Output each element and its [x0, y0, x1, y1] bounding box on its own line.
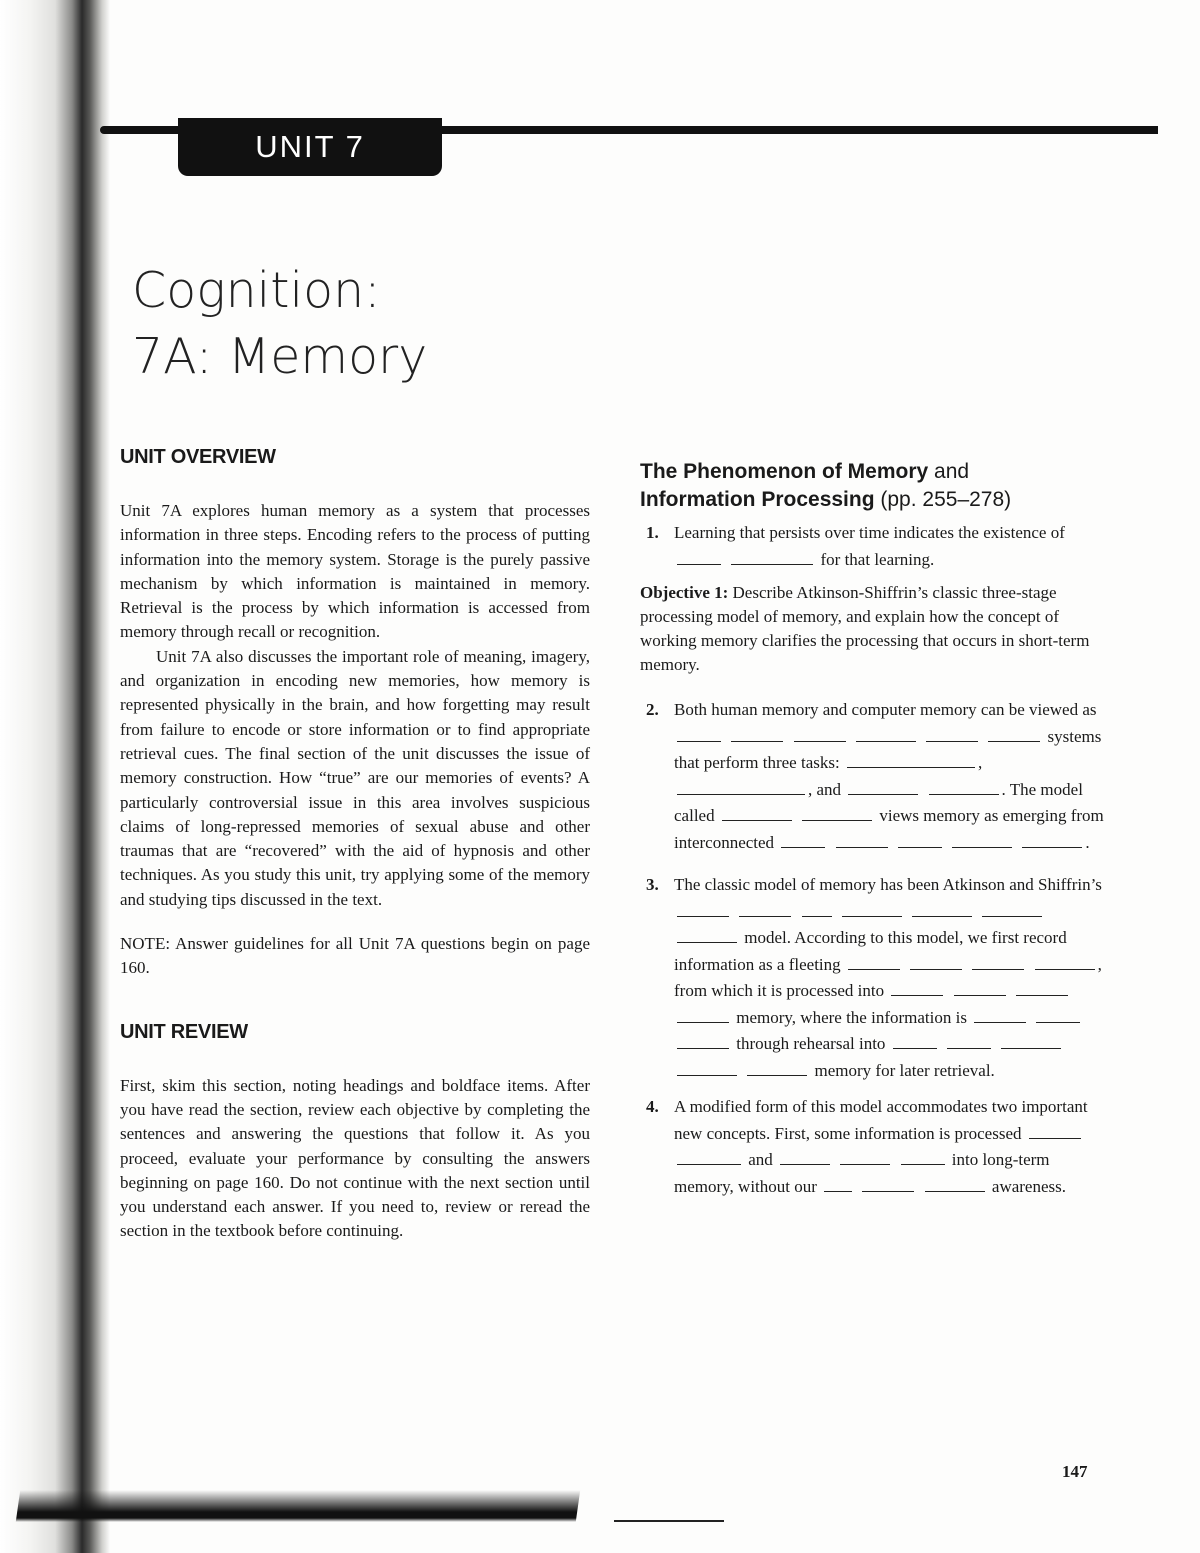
blank[interactable] [901, 1150, 945, 1165]
question-4-text-b: and [748, 1150, 773, 1169]
left-column [120, 446, 590, 1244]
question-1-text-b: for that learning. [820, 549, 935, 569]
blank[interactable] [677, 1061, 737, 1076]
blank[interactable] [677, 1008, 729, 1023]
blank[interactable] [722, 806, 792, 821]
blank[interactable] [802, 902, 832, 917]
blank[interactable] [982, 902, 1042, 917]
question-1 [640, 520, 1106, 573]
blank[interactable] [972, 955, 1024, 970]
blank[interactable] [781, 833, 825, 848]
blank[interactable] [824, 1177, 852, 1192]
right-column [640, 458, 1106, 1200]
page-title [132, 258, 427, 390]
title-line-1: Cognition: [132, 262, 381, 319]
blank[interactable] [929, 780, 999, 795]
question-4-text-a: A modified form of this model accommodates two important new concepts. First, some information is processed [674, 1097, 1088, 1143]
section-title-bold-2: Information Processing [640, 488, 875, 511]
blank[interactable] [677, 1034, 729, 1049]
blank[interactable] [926, 727, 978, 742]
objective-1-label: Objective 1: [640, 583, 729, 602]
question-4-number: 4. [646, 1097, 659, 1116]
blank[interactable] [1001, 1034, 1061, 1049]
blank[interactable] [898, 833, 942, 848]
blank[interactable] [848, 780, 918, 795]
blank[interactable] [677, 727, 721, 742]
blank[interactable] [847, 753, 975, 768]
overview-heading: UNIT OVERVIEW [120, 446, 276, 468]
objective-1 [640, 581, 1106, 677]
blank[interactable] [731, 727, 783, 742]
overview-paragraph-1: Unit 7A explores human memory as a system that processes information in three steps. Encoding refers to the process of putting information into the memory system. Storage is the purely passive mechanism by which information is maintained in memory. Retrieval is the process by which information is accessed from memory through recall or recognition. [120, 501, 590, 642]
unit-tab: UNIT 7 [178, 118, 442, 176]
blank[interactable] [954, 981, 1006, 996]
question-3-text-e: through rehearsal into [736, 1034, 886, 1053]
question-2-text-d: , [808, 779, 813, 799]
question-3-text-f: memory for later retrieval. [814, 1060, 995, 1080]
question-2-number: 2. [646, 700, 659, 719]
question-4-text-c: into long-term memory, without our [674, 1150, 1050, 1196]
blank[interactable] [988, 727, 1040, 742]
review-paragraph: First, skim this section, noting headings and boldface items. After you have read the section, review each objective by completing the sentences and answering the questions that follow it. As you proceed, evaluate your performance by consulting the answers beginning on page 160. Do not continue with the next section until you understand each answer. If you need to, review or reread the section in the textbook before continuing. [120, 1075, 590, 1241]
blank[interactable] [731, 550, 813, 565]
question-3-text-b: model. According to this model, we first record information as a fleeting [674, 928, 1067, 974]
question-2-text-c: , [977, 753, 983, 772]
objective-1-text: Describe Atkinson-Shiffrin’s classic three-stage processing model of memory, and explain how the concept of working memory clarifies the processing that occurs in short-term memory. [640, 583, 1090, 674]
blank[interactable] [794, 727, 846, 742]
blank[interactable] [780, 1150, 830, 1165]
question-3-number: 3. [646, 875, 659, 894]
blank[interactable] [848, 955, 900, 970]
blank[interactable] [893, 1034, 937, 1049]
blank[interactable] [842, 902, 902, 917]
question-2-text-f: . The model called [674, 779, 1083, 825]
section-title-plain-2: (pp. 255–278) [874, 488, 1012, 511]
title-line-2: 7A: Memory [132, 328, 428, 385]
blank[interactable] [912, 902, 972, 917]
blank[interactable] [739, 902, 791, 917]
blank[interactable] [891, 981, 943, 996]
section-title-bold-1: The Phenomenon of Memory [640, 460, 929, 483]
question-1-number: 1. [646, 523, 659, 542]
question-3-text-c: , from which it is processed into [674, 954, 1102, 1000]
page-edge-shadow [16, 1490, 580, 1522]
question-2-text-b: systems that perform three tasks: [674, 726, 1102, 772]
blank[interactable] [1029, 1124, 1081, 1139]
question-4 [640, 1094, 1106, 1200]
blank[interactable] [1022, 833, 1082, 848]
blank[interactable] [862, 1177, 914, 1192]
blank[interactable] [947, 1034, 991, 1049]
question-3-text-d: memory, where the information is [736, 1007, 967, 1027]
blank[interactable] [1035, 955, 1095, 970]
blank[interactable] [1016, 981, 1068, 996]
question-2-text-g: views memory as emerging from interconnected [674, 806, 1104, 852]
overview-paragraph-2: Unit 7A also discusses the important role of meaning, imagery, and organization in encoding new memories, how memory is represented physically in the brain, and how forgetting may result from failure to encode or store information or to find appropriate retrieval cues. The final section of the unit discusses the issue of memory construction. How “true” are our memories of events? A particularly controversial issue in this area involves suspicious claims of long-repressed memories of sexual abuse and other traumas that are “recovered” with the aid of hypnosis and other techniques. As you study this unit, try applying some of the memory and studying tips discussed in the text. [120, 646, 590, 909]
overview-note: NOTE: Answer guidelines for all Unit 7A questions begin on page 160. [120, 934, 590, 978]
review-heading: UNIT REVIEW [120, 1020, 248, 1043]
question-4-text-d: awareness. [991, 1176, 1067, 1196]
blank[interactable] [836, 833, 888, 848]
blank[interactable] [677, 928, 737, 943]
question-2-text-a: Both human memory and computer memory can be viewed as [674, 700, 1097, 719]
question-3 [640, 872, 1106, 1084]
section-title [640, 458, 1106, 514]
blank[interactable] [952, 833, 1012, 848]
blank[interactable] [677, 902, 729, 917]
blank[interactable] [974, 1008, 1026, 1023]
blank[interactable] [677, 1150, 741, 1165]
page-edge-mark [614, 1520, 724, 1522]
question-2 [640, 697, 1106, 856]
section-title-plain-1: and [928, 460, 970, 483]
question-1-text-a: Learning that persists over time indicates the existence of [674, 523, 1065, 542]
blank[interactable] [677, 550, 721, 565]
question-2-text-h: . [1085, 832, 1090, 852]
question-3-text-a: The classic model of memory has been Atkinson and Shiffrin’s [674, 875, 1102, 894]
page-number: 147 [1062, 1462, 1088, 1481]
blank[interactable] [910, 955, 962, 970]
blank[interactable] [802, 806, 872, 821]
question-2-text-e: and [816, 779, 842, 799]
blank[interactable] [925, 1177, 985, 1192]
blank[interactable] [677, 780, 805, 795]
blank[interactable] [747, 1061, 807, 1076]
blank[interactable] [840, 1150, 890, 1165]
blank[interactable] [856, 727, 916, 742]
book-binding-shadow [0, 0, 110, 1553]
blank[interactable] [1036, 1008, 1080, 1023]
